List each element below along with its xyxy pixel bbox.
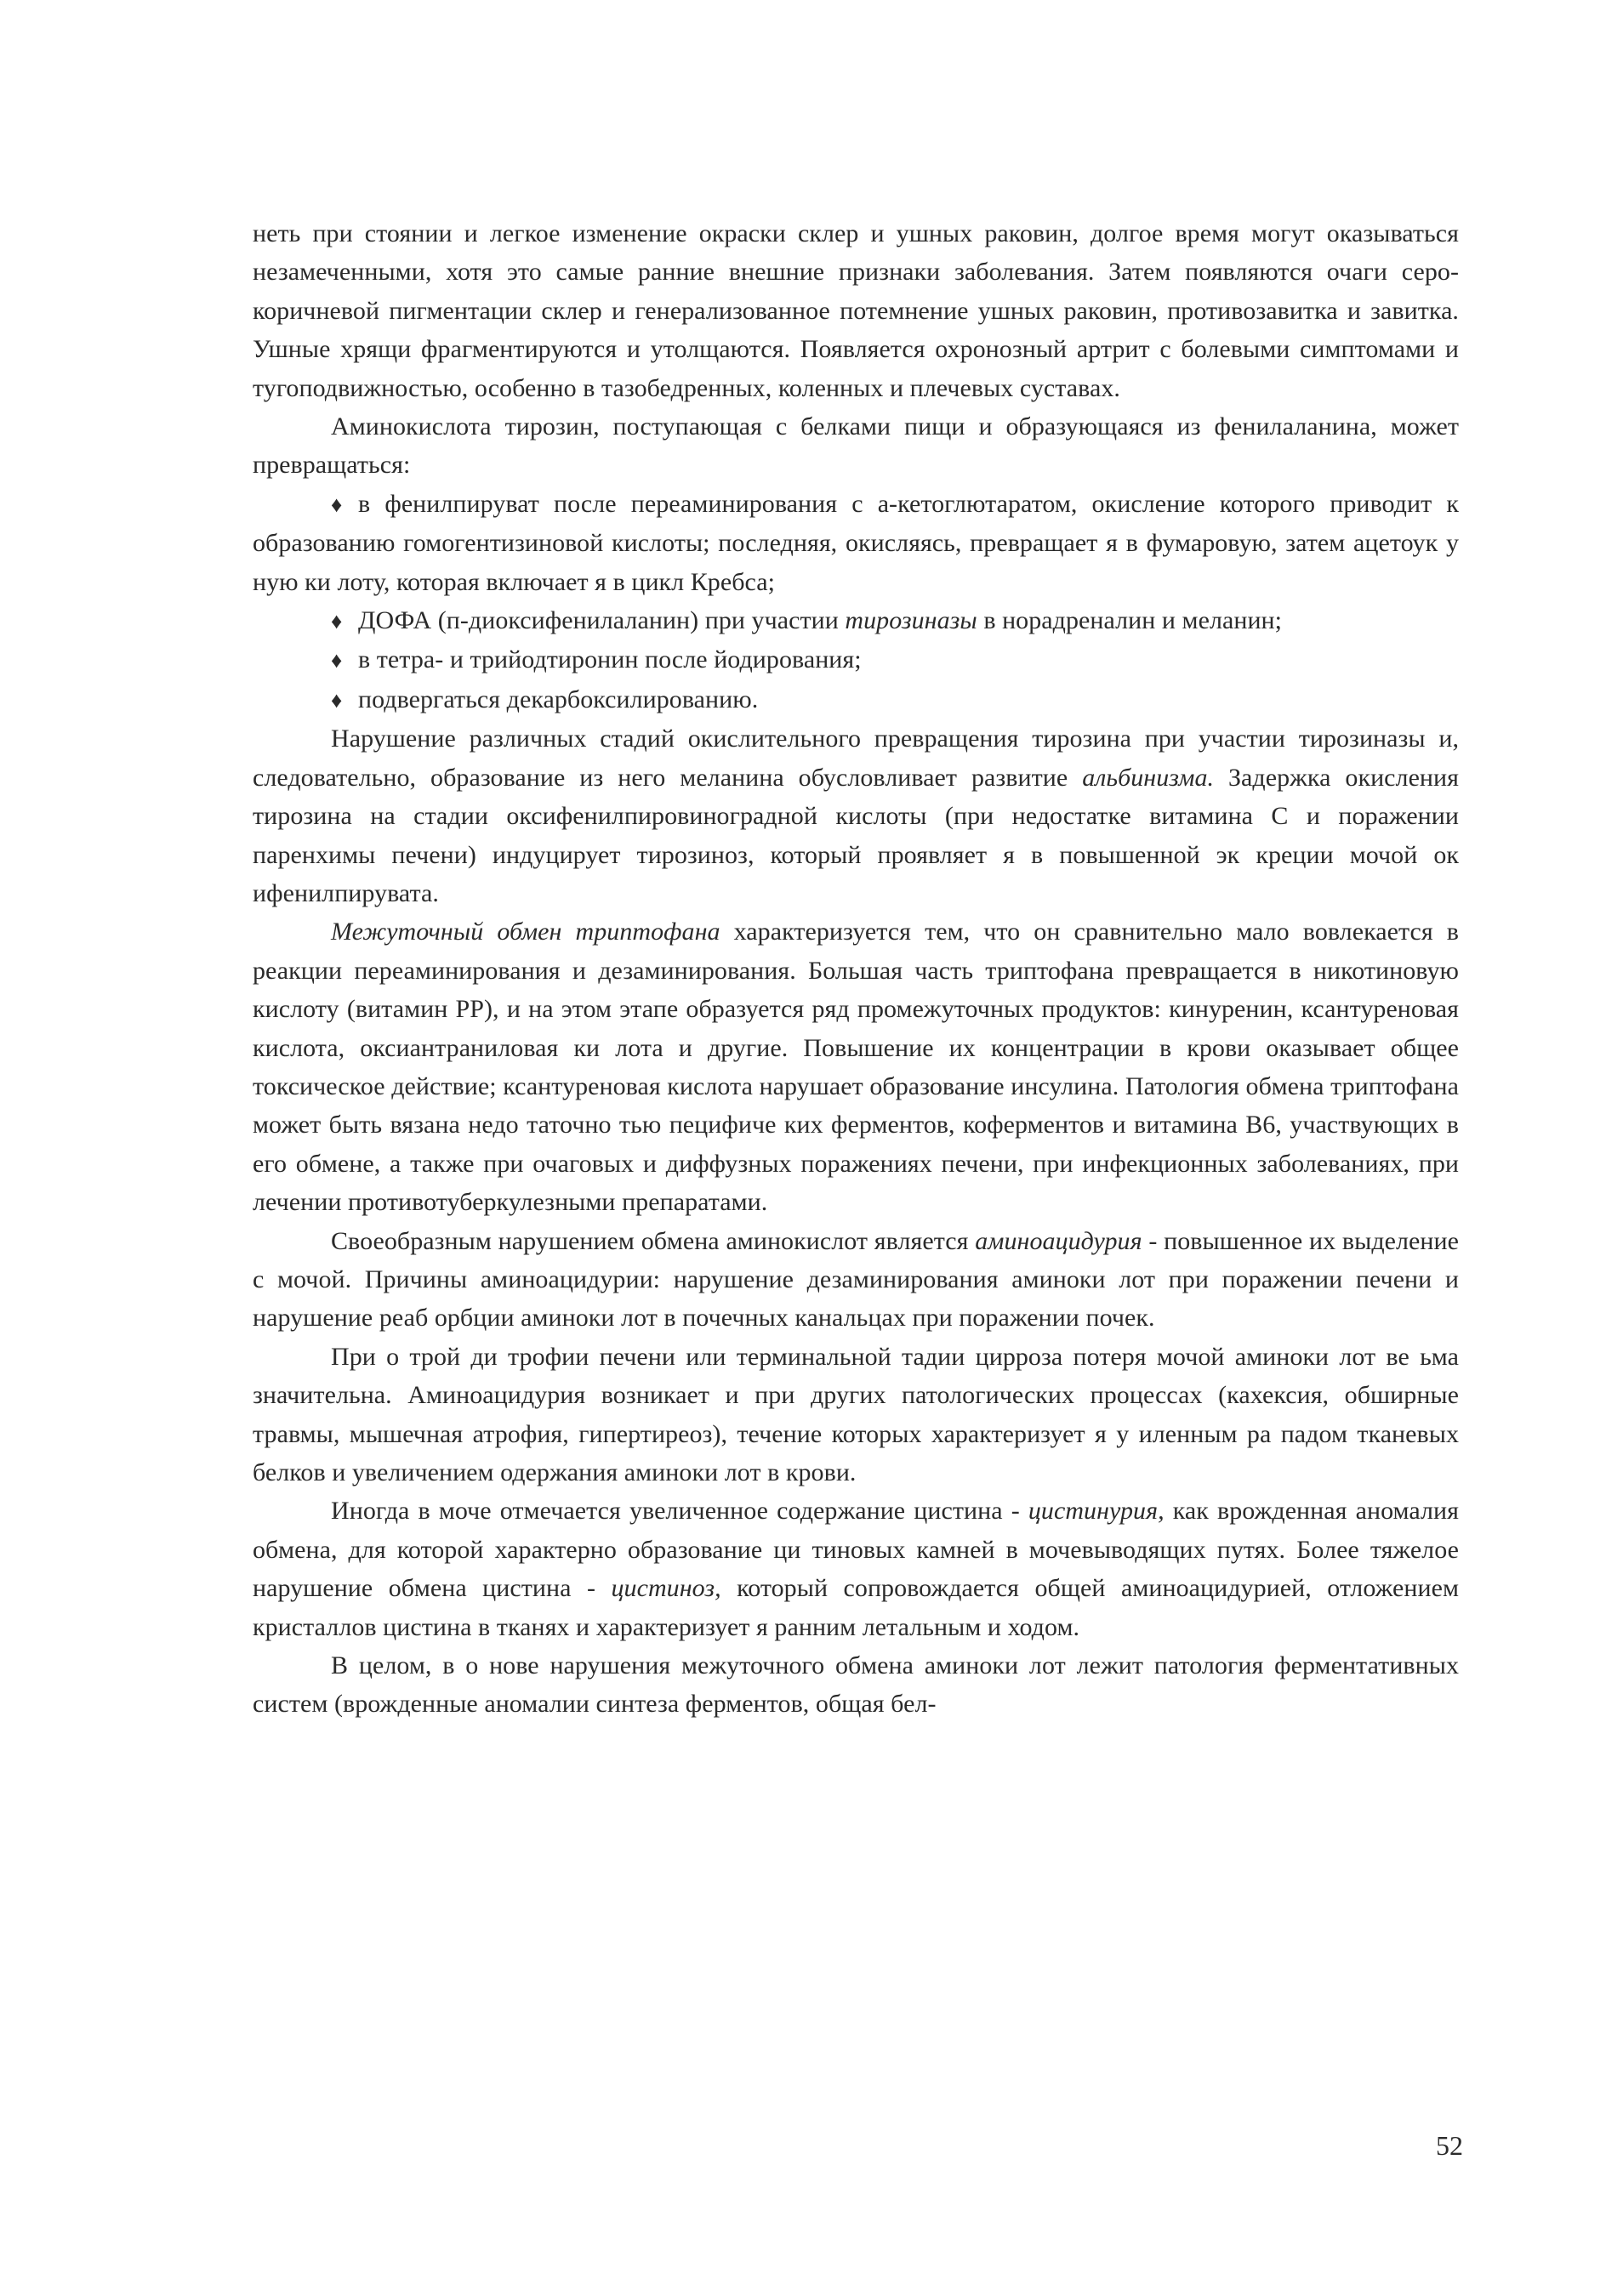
text-run: Нарушение различных стадий окислительного превращения тирозина при участии тирозиназы и, следовательно, образование из него меланина обусловливает развитие: [253, 725, 1459, 792]
text-run: в тетра- и трийодтиронин после йодирования;: [358, 645, 862, 674]
text-run: Иногда в моче отмечается увеличенное содержание цистина -: [331, 1497, 1028, 1526]
paragraph: [253, 407, 1459, 485]
paragraph: [253, 1222, 1459, 1338]
diamond-bullet-icon: ♦: [331, 648, 343, 673]
italic-term: цистинурия,: [1028, 1497, 1165, 1526]
text-run: который сопровождается общей аминоацидурией, отложением кристаллов цистина в тканях и характеризует я ранним летальным и ходом.: [253, 1574, 1459, 1641]
paragraph: [253, 1646, 1459, 1724]
text-run: Задержка окисления тирозина на стадии оксифенилпировиноградной кислоты (при недостатке витамина С и поражении паренхимы печени) индуцирует тирозиноз, который проявляет я в повышенной эк креции мочой ок ифенилпирувата.: [253, 763, 1459, 907]
italic-term: цистиноз,: [611, 1574, 721, 1603]
italic-term: Межуточный обмен триптофана: [331, 918, 720, 946]
text-run: неть при стоянии и легкое изменение окраски склер и ушных раковин, долгое время могут оказываться незамеченными, хотя это самые ранние внешние признаки заболевания. Затем появляются очаги серо-коричневой пигментации склер и генерализованное потемнение ушных раковин, противозавитка и завитка. Ушные хрящи фрагментируются и утолщаются. Появляется охронозный артрит с болевыми симптомами и тугоподвижностью, особенно в тазобедренных, коленных и плечевых суставах.: [253, 219, 1459, 402]
bullet-item: [253, 680, 1459, 719]
page-number: 52: [1436, 2130, 1463, 2161]
text-run: в норадреналин и меланин;: [977, 606, 1283, 635]
text-run: В целом, в о нове нарушения межуточного обмена аминоки лот лежит патология ферментативных систем (врожденные аномалии синтеза ферментов, общая бел-: [253, 1651, 1459, 1719]
text-run: При о трой ди трофии печени или терминальной тадии цирроза потеря мочой аминоки лот ве ьма значительна. Аминоацидурия возникает и при других патологических процессах (кахексия, обширные травмы, мышечная атрофия, гипертиреоз), течение которых характеризует я у иленным ра падом тканевых белков и увеличением одержания аминоки лот в крови.: [253, 1342, 1459, 1486]
text-run: Аминокислота тирозин, поступающая с белками пищи и образующаяся из фенилаланина, может превращаться:: [253, 412, 1459, 480]
bullet-item: [253, 601, 1459, 640]
diamond-bullet-icon: ♦: [331, 609, 343, 634]
text-run: характеризуется тем, что он сравнительно мало вовлекается в реакции переаминирования и дезаминирования. Большая часть триптофана превращается в никотиновую кислоту (витамин РР), и на этом этапе образуется ряд промежуточных продуктов: кинуренин, ксантуреновая кислота, оксиантраниловая ки лота и другие. Повышение их концентрации в крови оказывает общее токсическое действие; ксантуреновая кислота нарушает образование инсулина. Патология обмена триптофана может быть вязана недо таточно тью пецифиче ких ферментов, коферментов и витамина В6, участвующих в его обмене, а также при очаговых и диффузных поражениях печени, при инфекционных заболеваниях, при лечении противотуберкулезными препаратами.: [253, 918, 1459, 1217]
paragraph: [253, 912, 1459, 1221]
italic-term: тирозиназы: [845, 606, 977, 635]
diamond-bullet-icon: ♦: [331, 492, 343, 517]
paragraph: [253, 719, 1459, 912]
text-run: как врожденная аномалия обмена, для которой характерно образование ци тиновых камней в мочевыводящих путях. Более тяжелое нарушение обмена цистина -: [253, 1497, 1459, 1603]
text-run: в фенилпируват после переаминирования с а-кетоглютаратом, окисление которого приводит к образованию гомогентизиновой кислоты; последняя, окисляясь, превращает я в фумаровую, затем ацетоук у ную ки лоту, которая включает я в цикл Кребса;: [253, 489, 1459, 596]
text-run: ДОФА (п-диоксифенилаланин) при участии: [358, 606, 846, 635]
italic-term: аминоацидурия: [975, 1226, 1142, 1255]
body-text: [253, 214, 1459, 1724]
text-run: - повышенное их выделение с мочой. Причины аминоацидурии: нарушение дезаминирования аминоки лот при поражении печени и нарушение реаб орбции аминоки лот в почечных канальцах при поражении почек.: [253, 1226, 1459, 1333]
text-run: Своеобразным нарушением обмена аминокислот является: [331, 1226, 976, 1255]
paragraph: [253, 1492, 1459, 1646]
italic-term: альбинизма.: [1082, 763, 1215, 792]
paragraph-continuation: [253, 214, 1459, 407]
bullet-item: [253, 640, 1459, 679]
paragraph: [253, 1338, 1459, 1492]
diamond-bullet-icon: ♦: [331, 687, 343, 713]
text-run: подвергаться декарбоксилированию.: [358, 685, 759, 713]
bullet-item: [253, 485, 1459, 601]
